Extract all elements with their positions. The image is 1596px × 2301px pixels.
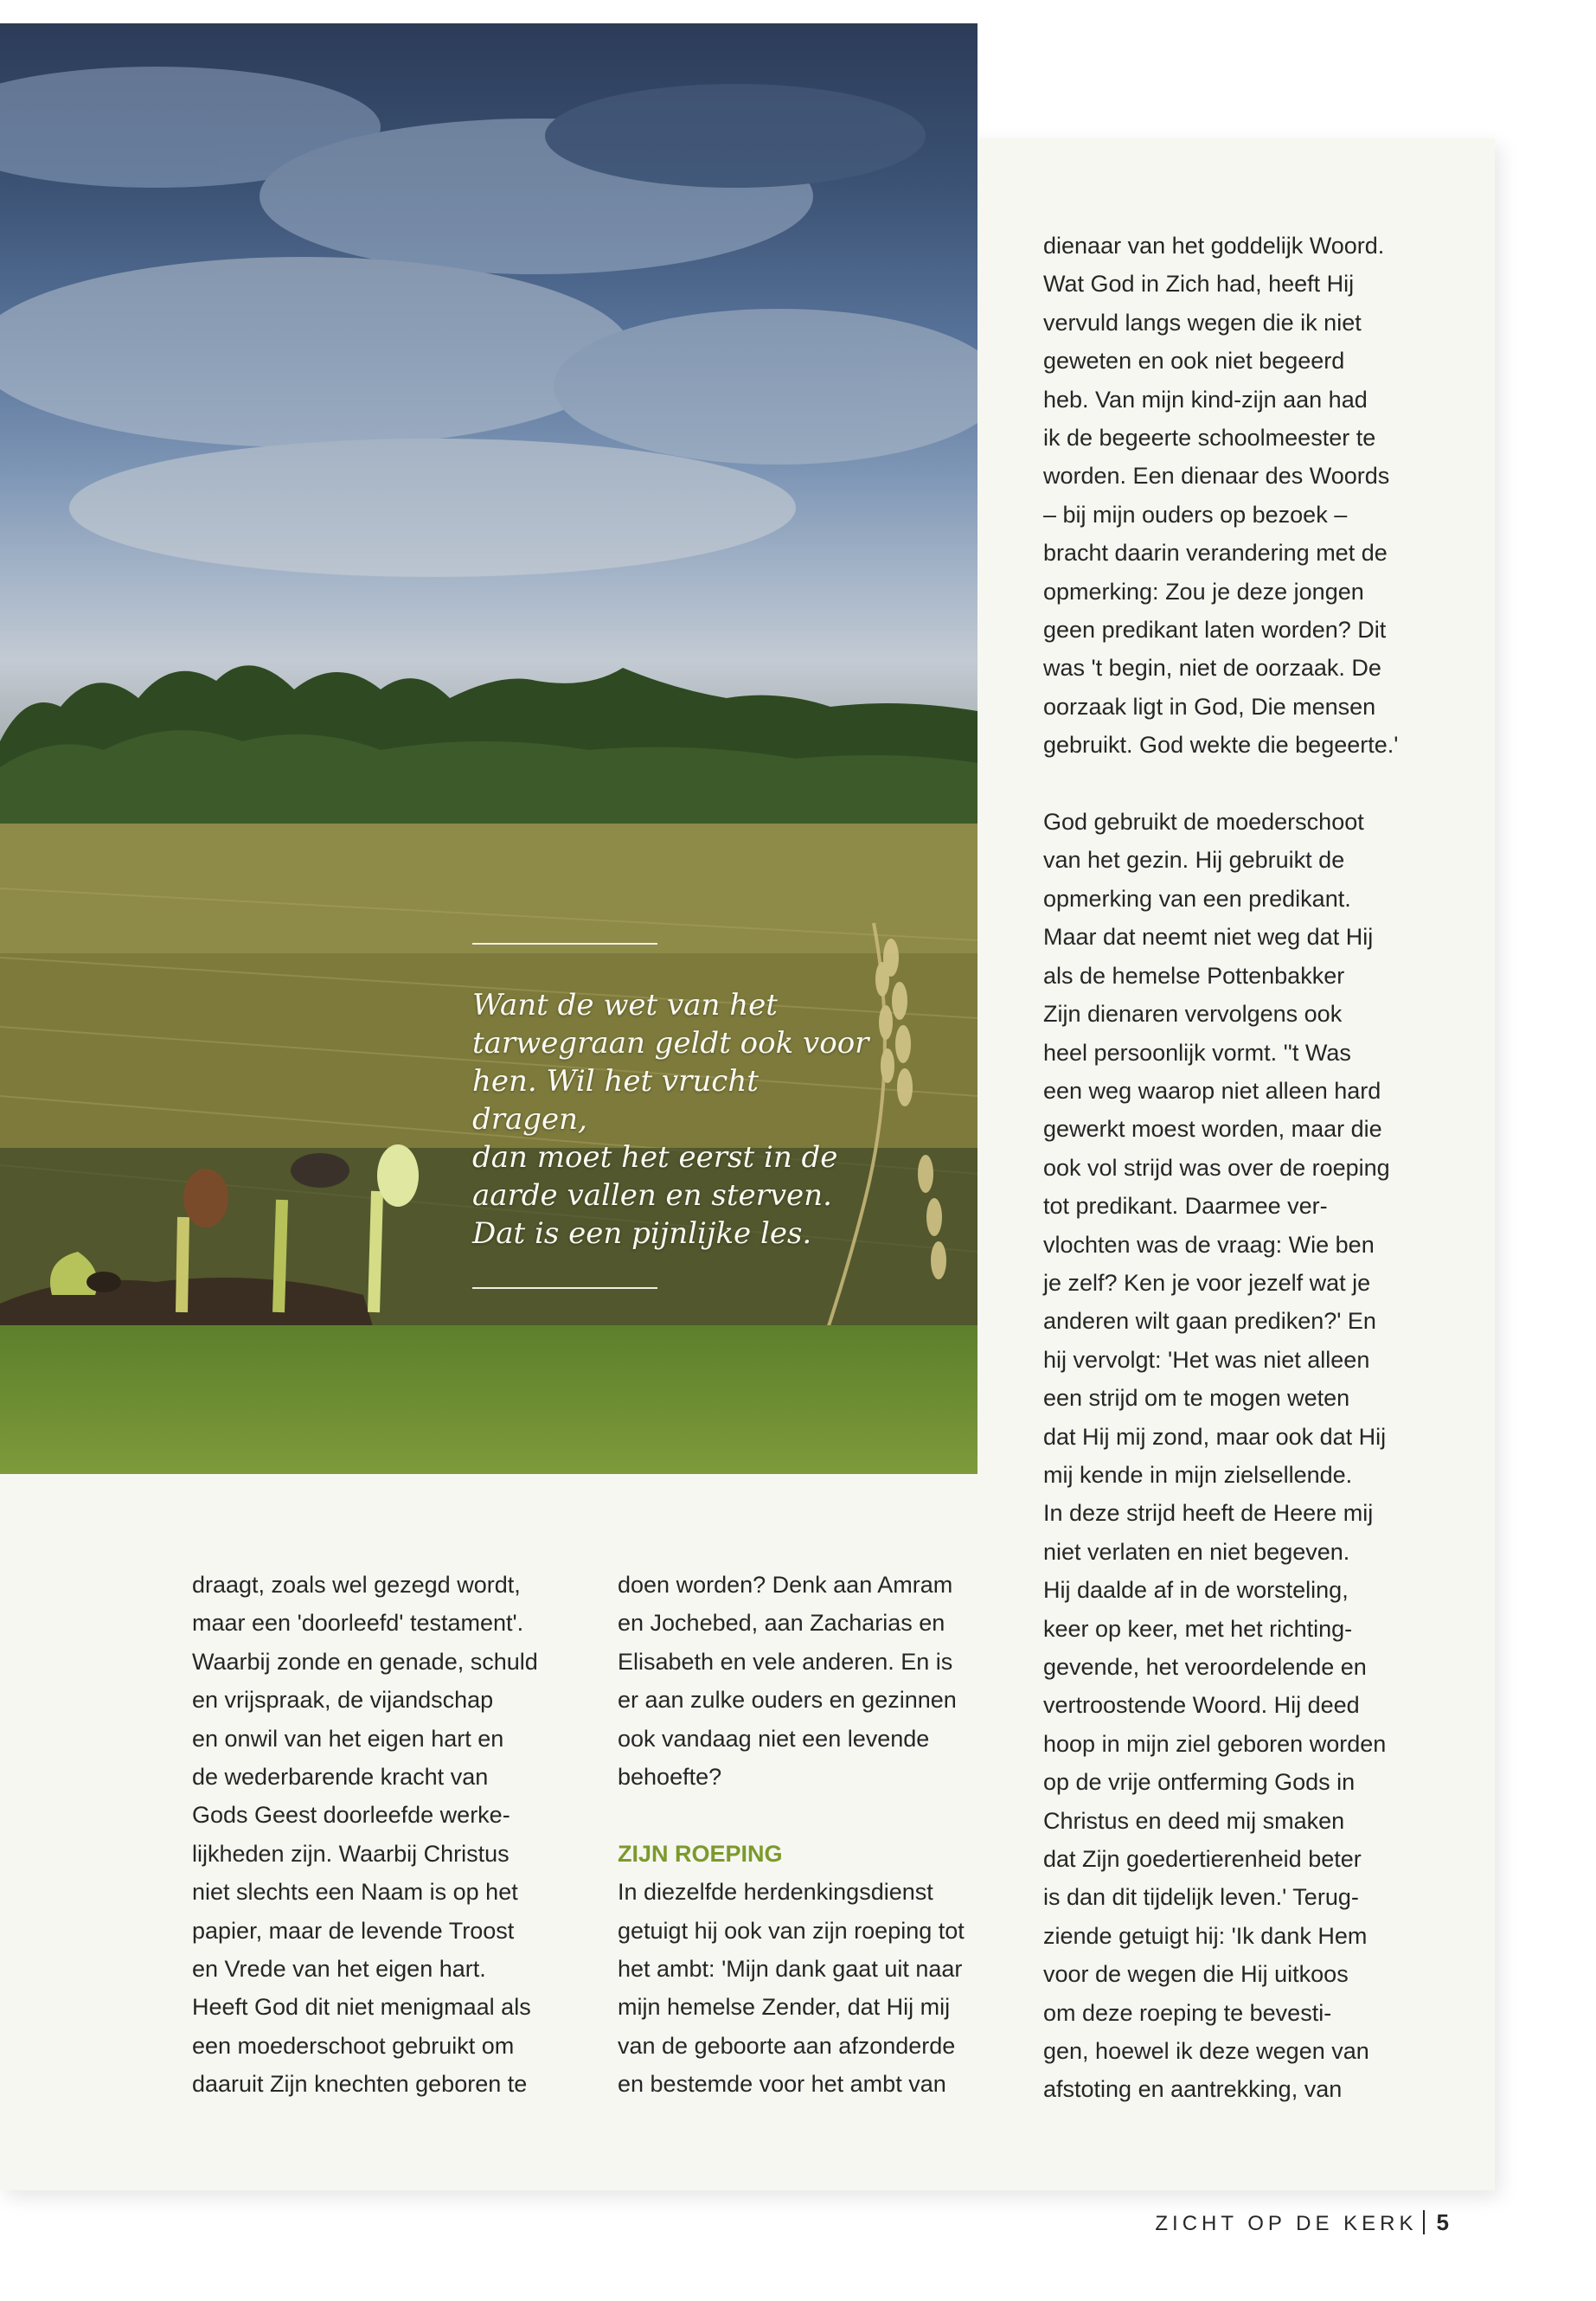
tree-line: [0, 665, 977, 828]
text-line: als de hemelse Pottenbakker: [1043, 962, 1345, 989]
text-line: heel persoonlijk vormt. ''t Was: [1043, 1039, 1351, 1066]
column-left: [192, 1566, 538, 2104]
text-line: behoefte?: [618, 1764, 722, 1791]
text-line: niet verlaten en niet begeven.: [1043, 1538, 1350, 1565]
column-middle: [618, 1566, 965, 2104]
text-line: tot predikant. Daarmee ver-: [1043, 1193, 1328, 1220]
text-line: Waarbij zonde en genade, schuld: [192, 1648, 538, 1675]
text-line: vertroostende Woord. Hij deed: [1043, 1692, 1360, 1719]
text-line: een weg waarop niet alleen hard: [1043, 1077, 1381, 1104]
quote-line: hen. Wil het vrucht dragen,: [472, 1064, 759, 1137]
text-line: je zelf? Ken je voor jezelf wat je: [1043, 1269, 1371, 1296]
text-line: en onwil van het eigen hart en: [192, 1725, 504, 1752]
text-line: en Vrede van het eigen hart.: [192, 1956, 486, 1983]
text-line: draagt, zoals wel gezegd wordt,: [192, 1572, 521, 1598]
quote-line: aarde vallen en sterven.: [472, 1178, 832, 1213]
text-line: papier, maar de levende Troost: [192, 1917, 515, 1944]
text-line: gen, hoewel ik deze wegen van: [1043, 2038, 1369, 2065]
text-line: was 't begin, niet de oorzaak. De: [1043, 655, 1381, 682]
text-line: In diezelfde herdenkingsdienst: [618, 1879, 933, 1906]
text-line: daaruit Zijn knechten geboren te: [192, 2071, 528, 2098]
text-line: gevende, het veroordelende en: [1043, 1654, 1367, 1681]
text-line: In deze strijd heeft de Heere mij: [1043, 1500, 1374, 1527]
magazine-title: ZICHT OP DE KERK: [1155, 2212, 1418, 2235]
text-line: niet slechts een Naam is op het: [192, 1879, 518, 1906]
text-line: er aan zulke ouders en gezinnen: [618, 1687, 957, 1714]
text-line: geweten en ook niet begeerd: [1043, 348, 1345, 375]
text-line: van de geboorte aan afzonderde: [618, 2032, 956, 2059]
column-right: [1043, 227, 1398, 2109]
text-line: de wederbarende kracht van: [192, 1764, 489, 1791]
quote-line: Dat is een pijnlijke les.: [472, 1216, 812, 1251]
text-line: vlochten was de vraag: Wie ben: [1043, 1231, 1375, 1258]
text-line: heb. Van mijn kind-zijn aan had: [1043, 386, 1368, 413]
pull-quote: [472, 986, 870, 1253]
text-line: dat Hij mij zond, maar ook dat Hij: [1043, 1423, 1387, 1450]
column-middle-bottom: [618, 1873, 965, 2103]
text-line: vervuld langs wegen die ik niet: [1043, 309, 1362, 336]
page-number: 5: [1436, 2209, 1449, 2235]
text-line: ook vol strijd was over de roeping: [1043, 1154, 1390, 1181]
text-line: mijn hemelse Zender, dat Hij mij: [618, 1994, 951, 2021]
text-line: ook vandaag niet een levende: [618, 1725, 930, 1752]
text-line: God gebruikt de moederschoot: [1043, 809, 1364, 836]
text-line: keer op keer, met het richting-: [1043, 1615, 1353, 1642]
text-line: Heeft God dit niet menigmaal als: [192, 1994, 531, 2021]
footer-divider: [1423, 2210, 1425, 2234]
quote-line: dan moet het eerst in de: [472, 1140, 838, 1175]
text-line: opmerking: Zou je deze jongen: [1043, 578, 1364, 605]
text-line: is dan dit tijdelijk leven.' Terug-: [1043, 1884, 1359, 1911]
quote-line: Want de wet van het: [472, 988, 778, 1022]
text-line: en bestemde voor het ambt van: [618, 2071, 946, 2098]
quote-rule-top: [472, 943, 657, 945]
text-line: Hij daalde af in de worsteling,: [1043, 1577, 1349, 1604]
text-line: – bij mijn ouders op bezoek –: [1043, 501, 1348, 528]
text-line: gewerkt moest worden, maar die: [1043, 1116, 1382, 1143]
text-line: lijkheden zijn. Waarbij Christus: [192, 1840, 510, 1867]
text-line: mij kende in mijn zielsellende.: [1043, 1461, 1353, 1488]
column-middle-top: [618, 1566, 965, 1796]
text-line: Zijn dienaren vervolgens ook: [1043, 1001, 1343, 1028]
text-line: Maar dat neemt niet weg dat Hij: [1043, 924, 1374, 951]
text-line: hoop in mijn ziel geboren worden: [1043, 1730, 1387, 1757]
text-line: maar een 'doorleefd' testament'.: [192, 1610, 524, 1637]
green-band: [0, 1325, 977, 1474]
column-right-top: [1043, 227, 1398, 765]
text-line: anderen wilt gaan prediken?' En: [1043, 1308, 1376, 1335]
text-line: hij vervolgt: 'Het was niet alleen: [1043, 1346, 1370, 1373]
text-line: ziende getuigt hij: 'Ik dank Hem: [1043, 1922, 1368, 1949]
text-line: een moederschoot gebruikt om: [192, 2032, 515, 2059]
text-line: en vrijspraak, de vijandschap: [192, 1687, 494, 1714]
page-footer: [1155, 2209, 1449, 2236]
text-line: dat Zijn goedertierenheid beter: [1043, 1846, 1362, 1873]
text-line: Gods Geest doorleefde werke-: [192, 1802, 510, 1829]
text-line: voor de wegen die Hij uitkoos: [1043, 1961, 1349, 1988]
text-line: en Jochebed, aan Zacharias en: [618, 1610, 945, 1637]
text-line: worden. Een dienaar des Woords: [1043, 463, 1390, 490]
text-line: gebruikt. God wekte die begeerte.': [1043, 732, 1399, 759]
text-line: ik de begeerte schoolmeester te: [1043, 425, 1376, 452]
text-line: Elisabeth en vele anderen. En is: [618, 1648, 953, 1675]
quote-rule-bottom: [472, 1287, 657, 1289]
text-line: opmerking van een predikant.: [1043, 885, 1351, 912]
text-line: op de vrije ontferming Gods in: [1043, 1769, 1356, 1796]
clouds: [0, 67, 977, 577]
text-line: oorzaak ligt in God, Die mensen: [1043, 693, 1376, 720]
text-line: bracht daarin verandering met de: [1043, 540, 1388, 567]
text-line: Wat God in Zich had, heeft Hij: [1043, 271, 1355, 298]
text-line: Christus en deed mij smaken: [1043, 1807, 1345, 1834]
text-line: afstoting en aantrekking, van: [1043, 2076, 1343, 2103]
column-right-bottom: [1043, 803, 1398, 2109]
text-line: geen predikant laten worden? Dit: [1043, 617, 1387, 644]
text-line: een strijd om te mogen weten: [1043, 1385, 1350, 1412]
text-line: het ambt: 'Mijn dank gaat uit naar: [618, 1956, 963, 1983]
text-line: getuigt hij ook van zijn roeping tot: [618, 1917, 965, 1944]
text-line: om deze roeping te bevesti-: [1043, 1999, 1332, 2026]
text-line: van het gezin. Hij gebruikt de: [1043, 847, 1345, 874]
text-line: dienaar van het goddelijk Woord.: [1043, 233, 1385, 259]
quote-line: tarwegraan geldt ook voor: [472, 1026, 869, 1061]
text-line: doen worden? Denk aan Amram: [618, 1572, 953, 1598]
section-heading: ZIJN ROEPING: [618, 1840, 783, 1867]
